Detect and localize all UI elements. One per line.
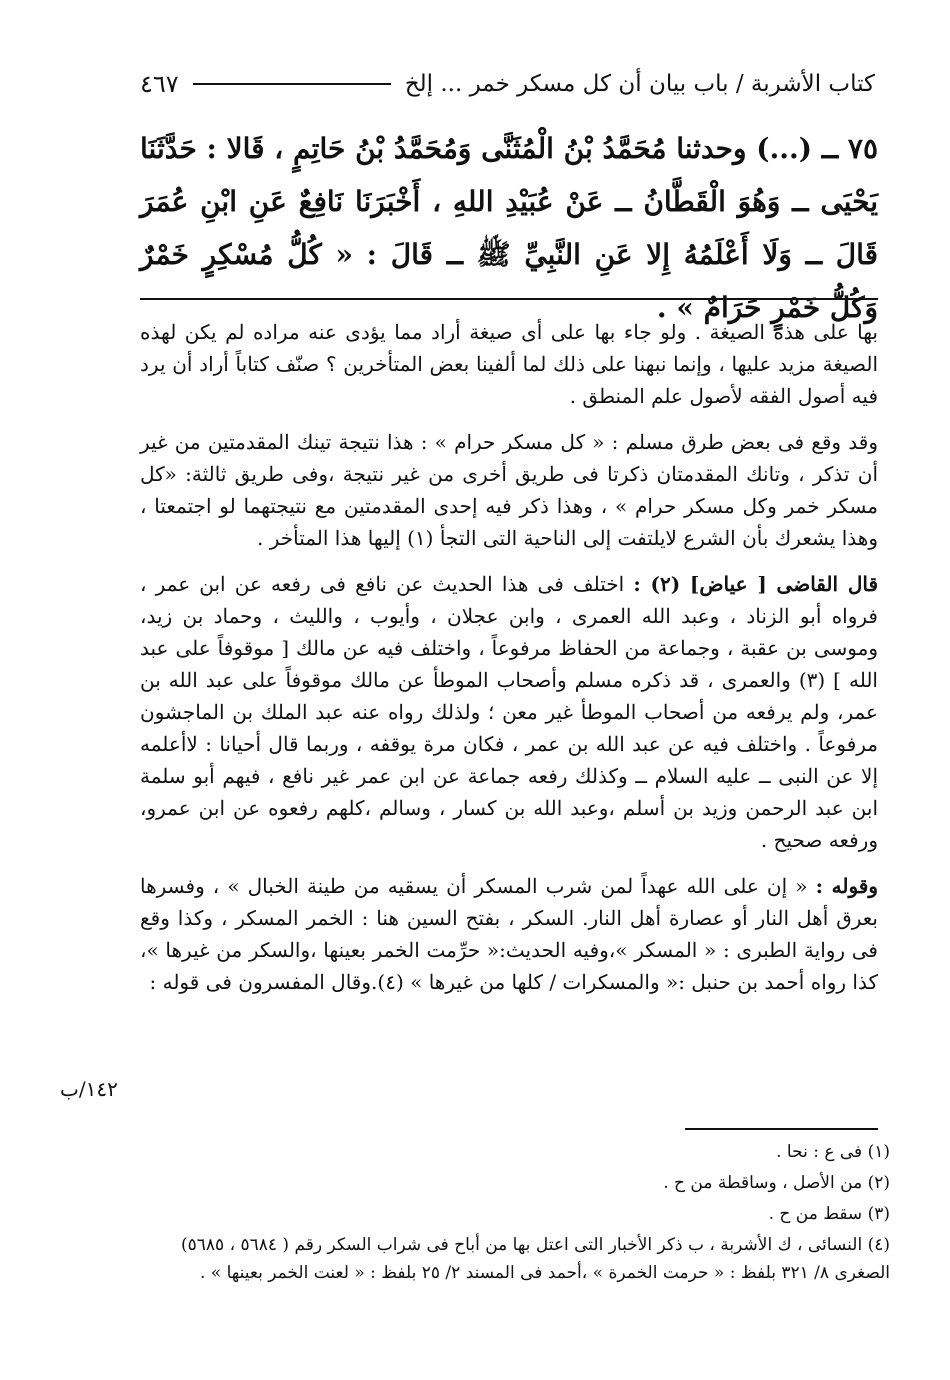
- manuscript-folio-marker: ١٤٢/ب: [60, 1077, 118, 1101]
- paragraph-4-lead: وقوله :: [815, 874, 878, 898]
- paragraph-2: وقد وقع فى بعض طرق مسلم : « كل مسكر حرام » : هذا نتيجة تينك المقدمتين من غير أن تذكر ، وتانك المقدمتان ذكرتا فى طريق أخرى من غير نتيجة ،وفى طريق ثالثة: «كل مسكر خمر وكل مسكر حرام » ، وهذا ذكر فيه إحدى المقدمتين مع نتيجتهما لو اجتمعتا ، وهذا يشعرك بأن الشرع لايلتفت إلى الناحية التى التجأ (١) إليها هذا المتأخر .: [140, 430, 878, 550]
- hadith-text: ٧٥ ــ (...) وحدثنا مُحَمَّدُ بْنُ الْمُثَنَّى وَمُحَمَّدُ بْنُ حَاتِمٍ ، قَالا : حَدَّثَنَا يَحْيَى ــ وَهُوَ الْقَطَّانُ ــ عَنْ عُبَيْدِ اللهِ ، أَخْبَرَنَا نَافِعٌ عَنِ ابْنِ عُمَرَ قَالَ ــ وَلَا أَعْلَمُهُ إِلا عَنِ النَّبِيِّ ﷺ ــ قَالَ : « كُلُّ مُسْكِرٍ خَمْرٌ وَكُلُّ خَمْرٍ حَرَامٌ » .: [140, 132, 878, 324]
- paragraph-4: [140, 870, 878, 998]
- paragraph-3-text: اختلف فى هذا الحديث عن نافع فى رفعه عن ابن عمر ، فرواه أبو الزناد ، وعبد الله العمرى ، وابن عجلان ، وأيوب ، والليث ، وحماد بن زيد، وموسى بن عقبة ، وجماعة من الحفاظ مرفوعاً ، واختلف فيه عن مالك [ موقوفاً على عبد الله ] (٣) والعمرى ، قد ذكره مسلم وأصحاب الموطأ عن مالك موقوفاً على عبد الله بن عمر، ولم يرفعه من أصحاب الموطأ غير معن ؛ ولذلك رواه عنه عبد الملك بن الماجشون مرفوعاً . واختلف فيه عن عبد الله بن عمر ، فكان مرة يوقفه ، وربما قال أحيانا : لاأعلمه إلا عن النبى ــ عليه السلام ــ وكذلك رفعه جماعة عن ابن عمر غير نافع ، فيهم أبو سلمة ابن عبد الرحمن وزيد بن أسلم ،وعبد الله بن كسار ، وسالم ،كلهم رفعوه عن ابن عمرو، ورفعه صحيح .: [140, 572, 879, 852]
- footnote-2: (٢) من الأصل ، وساقطة من ح .: [663, 1173, 890, 1193]
- header-rule: [193, 83, 391, 85]
- header-title: كتاب الأشربة / باب بيان أن كل مسكر خمر ... إلخ: [404, 71, 875, 97]
- footnote-4: (٤) النسائى ، ك الأشربة ، ب ذكر الأخبار التى اعتل بها من أباح فى شراب السكر رقم ( ٥٦٨٤ ، ٥٦٨٥) الصغرى ٨/ ٣٢١ بلفظ : « حرمت الخمرة » ،أحمد فى المسند ٢/ ٢٥ بلفظ : « لعنت الخمر بعينها » .: [181, 1235, 890, 1283]
- footnote-rule: [685, 1128, 878, 1130]
- paragraph-3: [140, 568, 878, 856]
- section-divider: [140, 298, 878, 300]
- commentary-body: [140, 316, 878, 1012]
- footnote-3: (٣) سقط من ح .: [768, 1204, 890, 1224]
- footnotes: [140, 1138, 890, 1290]
- paragraph-1: بها على هذه الصيغة . ولو جاء بها على أى صيغة أراد مما يؤدى عنه مراده لم يكن لهذه الصيغة مزيد عليها ، وإنما نبهنا على ذلك لما ألفينا بعض المتأخرين ؟ صنّف كتاباً أراد أن يرد فيه أصول الفقه لأصول علم المنطق .: [140, 320, 878, 408]
- footnote-1: (١) فى ع : نحا .: [776, 1142, 890, 1162]
- paragraph-4-text: « إن على الله عهداً لمن شرب المسكر أن يسقيه من طينة الخبال » ، وفسرها بعرق أهل النار أو عصارة أهل النار. السكر ، بفتح السين هنا : الخمر المسكر ، وكذا وقع فى رواية الطبرى : « المسكر »،وفيه الحديث:« حرِّمت الخمر بعينها ،والسكر من غيرها »، كذا رواه أحمد بن حنبل :« والمسكرات / كلها من غيرها » (٤).وقال المفسرون فى قوله :: [140, 874, 878, 994]
- paragraph-3-lead: قال القاضى [ عياض] (٢) :: [633, 572, 878, 596]
- page-number: ٤٦٧: [140, 70, 179, 98]
- running-header: [140, 64, 875, 104]
